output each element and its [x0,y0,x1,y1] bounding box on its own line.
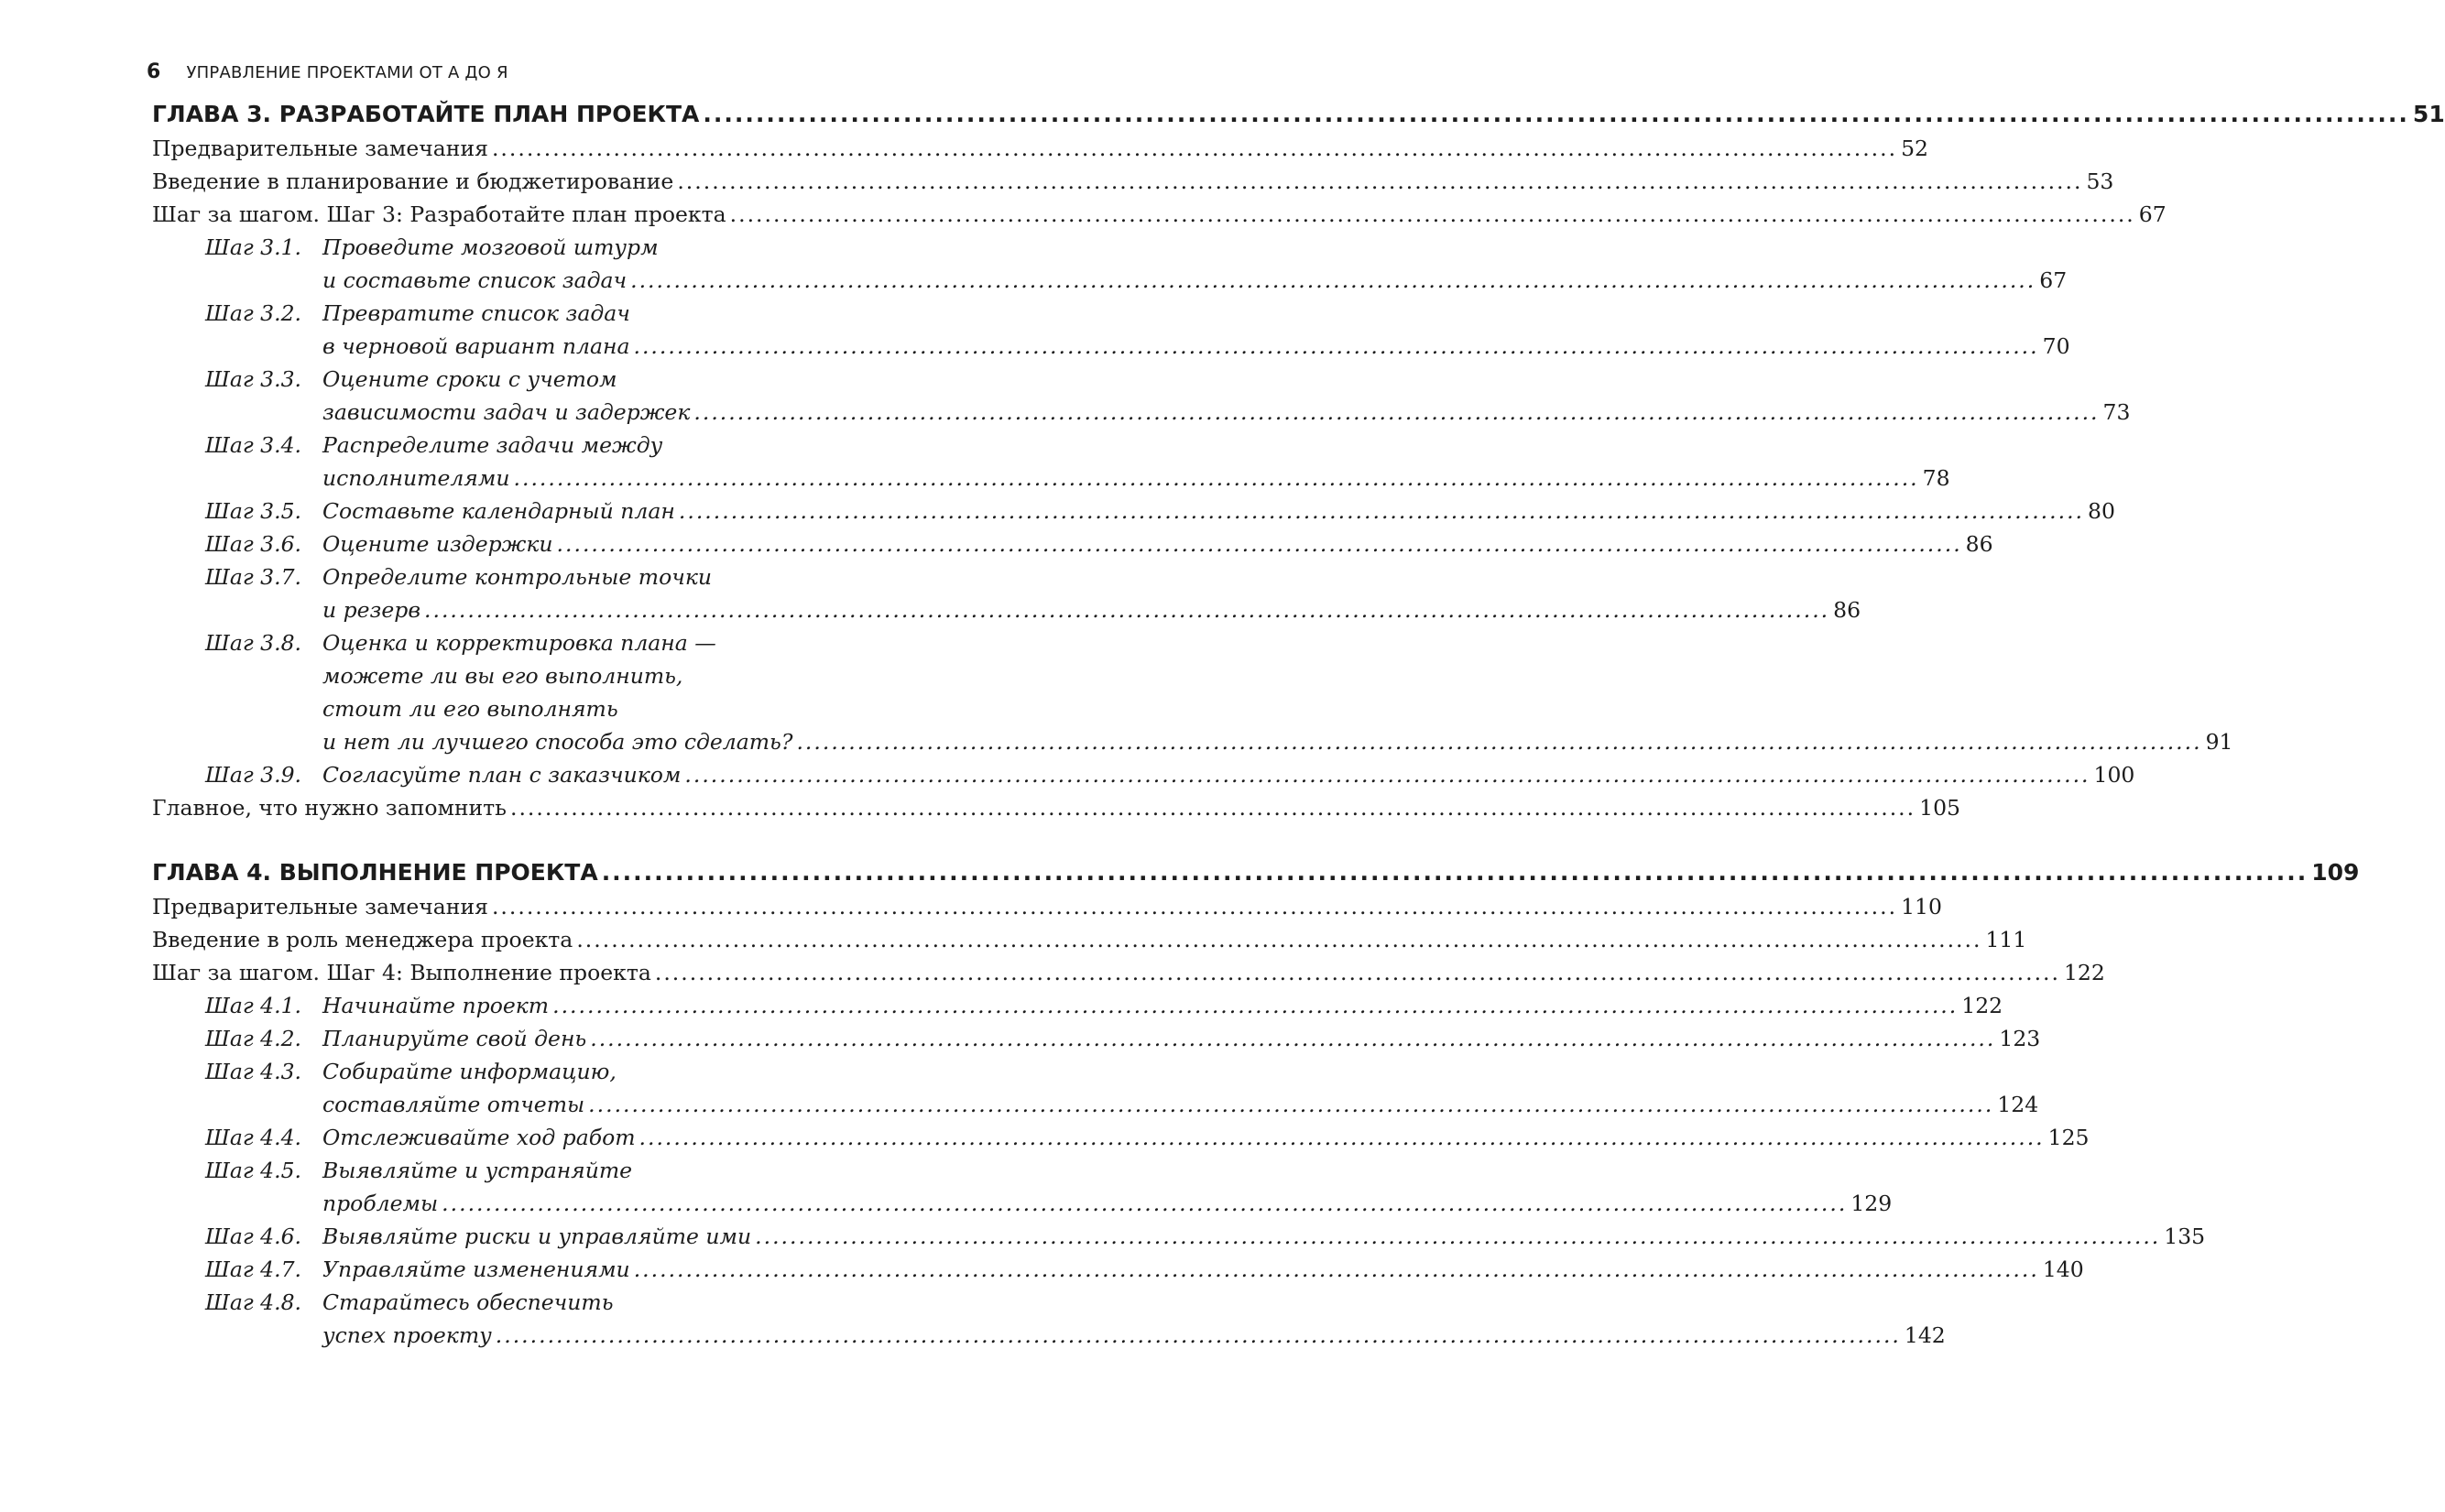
step-title-line: Оцените издержки [322,531,553,557]
page-ref: 78 [1922,465,1950,491]
leader-dots [590,1022,1995,1055]
toc-step[interactable] [152,1154,1893,1220]
step-title-last [322,1220,2205,1253]
toc-step[interactable] [152,1055,2039,1121]
step-body [322,429,1950,495]
page-ref: 110 [1901,894,1942,919]
step-title-last [322,528,1993,560]
step-title-last [322,593,1861,626]
page-ref: 100 [2093,762,2135,788]
toc-chapter-4 [152,855,2360,1352]
step-number: Шаг 4.7. [205,1256,302,1282]
page-ref: 73 [2102,399,2131,425]
book-title: УПРАВЛЕНИЕ ПРОЕКТАМИ ОТ А ДО Я [186,63,508,82]
step-body [322,1055,2038,1121]
step-title-line: успех проекту [322,1322,492,1348]
page-ref: 123 [1999,1026,2041,1051]
step-title-line: Оценка и корректировка плана — [322,630,716,656]
step-title-line: и резерв [322,597,421,623]
leader-dots [703,97,2409,132]
step-title-last [322,1319,1946,1352]
step-title-line: зависимости задач и задержек [322,399,691,425]
leader-dots [684,758,2090,791]
step-title-line: стоит ли его выполнять [322,696,618,722]
leader-dots [492,132,1897,165]
page-ref: 129 [1850,1191,1893,1216]
step-body [322,231,2067,297]
step-number: Шаг 3.3. [205,366,302,392]
toc-entry[interactable] [152,923,2027,956]
page-ref: 91 [2205,729,2233,755]
step-title-last [322,396,2130,429]
toc-step[interactable] [152,429,1950,495]
step-body [322,1121,2090,1154]
step-title-line: Старайтесь обеспечить [322,1289,614,1315]
entry-title: Предварительные замечания [152,136,488,161]
leader-dots [630,264,2036,297]
page-ref: 51 [2412,101,2445,127]
leader-dots [510,791,1916,824]
step-title-last [322,1187,1892,1220]
step-title-line: составляйте отчеты [322,1092,585,1117]
step-title-last [322,264,2067,297]
step-title-last [322,989,2003,1022]
toc-entry[interactable] [152,165,2114,198]
step-number: Шаг 4.2. [205,1026,302,1051]
page-ref: 52 [1901,136,1928,161]
step-title-line: и составьте список задач [322,267,628,293]
step-title-last [322,1022,2040,1055]
leader-dots [557,528,1962,560]
step-title-last [322,462,1950,495]
leader-dots [655,956,2060,989]
step-body [322,1220,2205,1253]
toc-step[interactable] [152,1220,2206,1253]
leader-dots [496,1319,1901,1352]
step-body [322,626,2233,758]
step-title-line: Определите контрольные точки [322,564,713,590]
leader-dots [755,1220,2160,1253]
page-ref: 109 [2311,859,2360,886]
toc-step[interactable] [152,989,2003,1022]
step-title-line: Выявляйте риски и управляйте ими [322,1224,752,1249]
step-title-line: в черновой вариант плана [322,333,630,359]
step-body [322,297,2070,363]
leader-dots [602,855,2309,890]
toc-entry[interactable] [152,198,2167,231]
step-number: Шаг 3.2. [205,300,302,326]
entry-title: Главное, что нужно запомнить [152,795,507,821]
toc-step[interactable] [152,1022,2041,1055]
leader-dots [633,330,2038,363]
step-number: Шаг 3.9. [205,762,302,788]
step-title-line: Отслеживайте ход работ [322,1125,636,1150]
page-ref: 122 [1961,993,2003,1018]
entries [152,890,2105,989]
page-ref: 105 [1919,795,1960,821]
chapter-title: ГЛАВА 4. ВЫПОЛНЕНИЕ ПРОЕКТА [152,859,598,886]
steps [152,231,2233,791]
entry-title: Введение в роль менеджера проекта [152,927,573,952]
chapter-heading[interactable] [152,855,2360,890]
toc-entry[interactable] [152,956,2105,989]
leader-dots [514,462,1919,495]
step-title-last [322,758,2134,791]
toc-step[interactable] [152,1286,1946,1352]
leader-dots [634,1253,2039,1286]
step-title-line: Управляйте изменениями [322,1256,630,1282]
step-title-line: Распределите задачи между [322,432,663,458]
page-ref: 111 [1985,927,2027,952]
toc-step[interactable] [152,758,2135,791]
page-ref: 86 [1965,531,1993,557]
step-number: Шаг 3.4. [205,432,302,458]
step-title-last [322,330,2070,363]
entry-title: Шаг за шагом. Шаг 3: Разработайте план проекта [152,201,726,227]
page-ref: 125 [2047,1125,2090,1150]
page-number: 6 [147,60,161,83]
page-ref: 67 [2039,267,2068,293]
leader-dots [552,989,1958,1022]
step-title-line: Планируйте свой день [322,1026,587,1051]
steps [152,989,2206,1352]
step-title-last [322,1088,2038,1121]
running-head [147,60,508,83]
toc-step[interactable] [152,560,1861,626]
entry-title: Введение в планирование и бюджетирование [152,169,674,194]
step-title-line: и нет ли лучшего способа это сделать? [322,729,793,755]
step-title-line: Проведите мозговой штурм [322,234,659,260]
step-number: Шаг 3.8. [205,630,302,656]
page-ref: 122 [2063,960,2105,985]
step-title-line: Выявляйте и устраняйте [322,1158,633,1183]
step-title-line: проблемы [322,1191,439,1216]
step-title-line: Собирайте информацию, [322,1059,617,1084]
toc-step[interactable] [152,1253,2084,1286]
toc-step[interactable] [152,297,2070,363]
step-number: Шаг 3.1. [205,234,302,260]
step-title-last [322,725,2233,758]
step-title-last [322,1253,2084,1286]
page-ref: 80 [2088,498,2115,524]
step-number: Шаг 4.3. [205,1059,302,1084]
toc-step[interactable] [152,495,2115,528]
toc-step[interactable] [152,1121,2090,1154]
step-title-line: Согласуйте план с заказчиком [322,762,682,788]
page-ref: 86 [1833,597,1861,623]
leader-dots [492,890,1897,923]
step-number: Шаг 3.6. [205,531,302,557]
step-body [322,1286,1946,1352]
step-title-last [322,495,2115,528]
step-title-last [322,1121,2090,1154]
step-number: Шаг 4.4. [205,1125,302,1150]
step-title-line: Оцените сроки с учетом [322,366,617,392]
leader-dots [796,725,2201,758]
leader-dots [576,923,1981,956]
leader-dots [677,165,2082,198]
step-body [322,1253,2084,1286]
toc-chapter-3 [152,97,2445,824]
entry-title: Шаг за шагом. Шаг 4: Выполнение проекта [152,960,651,985]
step-body [322,1022,2040,1055]
toc-step[interactable] [152,528,1993,560]
page-ref: 140 [2042,1256,2084,1282]
leader-dots [424,593,1829,626]
step-number: Шаг 4.1. [205,993,302,1018]
page-ref: 67 [2138,201,2167,227]
step-title-line: Начинайте проект [322,993,550,1018]
chapter-title: ГЛАВА 3. РАЗРАБОТАЙТЕ ПЛАН ПРОЕКТА [152,101,700,127]
page-ref: 70 [2042,333,2070,359]
step-title-line: исполнителями [322,465,510,491]
leader-dots [442,1187,1847,1220]
page-ref: 135 [2164,1224,2206,1249]
step-number: Шаг 4.5. [205,1158,302,1183]
step-title-line: Составьте календарный план [322,498,675,524]
chapter-heading[interactable] [152,97,2445,132]
step-number: Шаг 4.8. [205,1289,302,1315]
step-body [322,1154,1892,1220]
leader-dots [639,1121,2045,1154]
step-number: Шаг 3.7. [205,564,302,590]
step-body [322,989,2003,1022]
entry-title: Предварительные замечания [152,894,488,919]
step-body [322,528,1993,560]
step-number: Шаг 4.6. [205,1224,302,1249]
page-ref: 142 [1904,1322,1946,1348]
leader-dots [693,396,2099,429]
toc-entry[interactable] [152,791,1960,824]
step-title-line: Превратите список задач [322,300,630,326]
step-body [322,758,2134,791]
page-ref: 124 [1997,1092,2039,1117]
step-title-line: можете ли вы его выполнить, [322,663,683,689]
leader-dots [679,495,2084,528]
step-body [322,495,2115,528]
step-body [322,560,1861,626]
entries [152,132,2167,231]
leader-dots [730,198,2135,231]
leader-dots [588,1088,1993,1121]
step-body [322,363,2130,429]
toc-step[interactable] [152,626,2233,758]
toc-step[interactable] [152,231,2068,297]
step-number: Шаг 3.5. [205,498,302,524]
toc-step[interactable] [152,363,2131,429]
toc-entry[interactable] [152,132,1928,165]
page-ref: 53 [2086,169,2114,194]
toc-entry[interactable] [152,890,1942,923]
